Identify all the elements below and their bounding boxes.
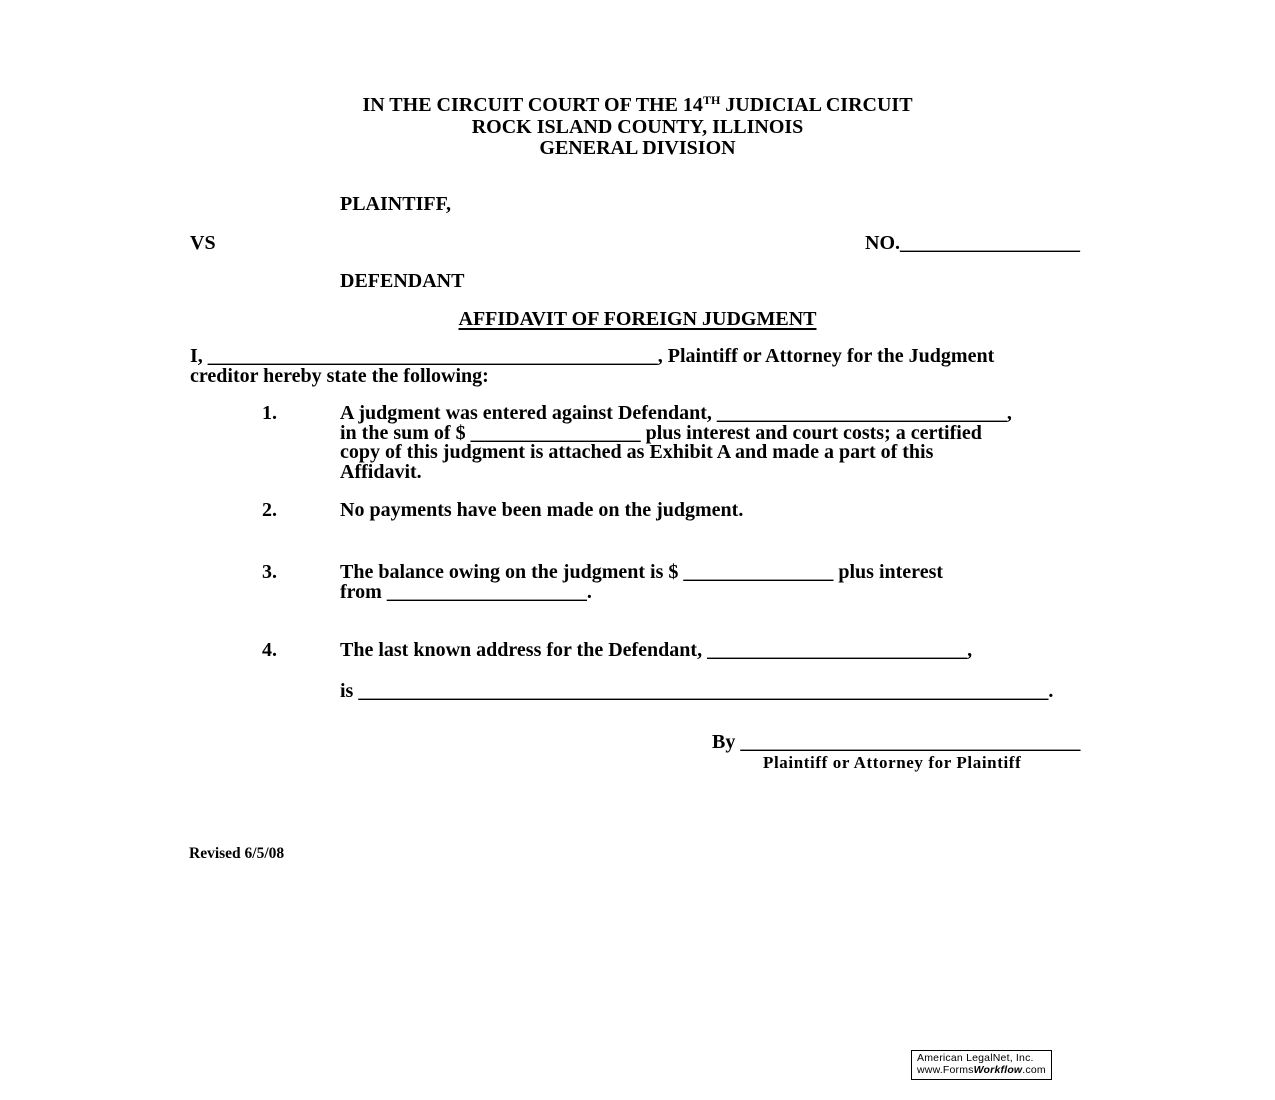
item-line: in the sum of $ _________________ plus interest and court costs; a certified [340, 421, 982, 444]
defendant-label: DEFENDANT [340, 270, 465, 292]
item-line: Affidavit. [340, 460, 422, 483]
affidavit-item-4 [190, 641, 1090, 701]
intro-line-1: I, _____________________________________________, Plaintiff or Attorney for the Judgment [190, 345, 995, 367]
by-label: By [712, 731, 741, 753]
revision-date: Revised 6/5/08 [189, 845, 285, 862]
affidavit-item-3 [190, 563, 1090, 602]
division-line: GENERAL DIVISION [539, 137, 736, 159]
document-title-row [190, 308, 1085, 331]
item-line: No payments have been made on the judgment. [340, 499, 744, 521]
signature-by-row [712, 731, 1080, 754]
court-name-line [190, 95, 1085, 117]
stamp-url-workflow: Workflow [973, 1063, 1023, 1076]
item-text [340, 641, 1090, 701]
case-number-label: NO. [865, 232, 900, 254]
court-name-pre: IN THE CIRCUIT COURT OF THE 14 [362, 94, 703, 116]
stamp-url-pre: www.Forms [917, 1063, 974, 1076]
item-line: is _____________________________________________________________________. [340, 679, 1054, 702]
case-number-field [865, 232, 1080, 255]
item-line: from ____________________. [340, 580, 592, 603]
plaintiff-label: PLAINTIFF, [340, 193, 451, 215]
stamp-url-line [917, 1065, 1046, 1077]
item-text [340, 563, 1090, 602]
signature-caption: Plaintiff or Attorney for Plaintiff [763, 753, 1022, 772]
intro-line-2: creditor hereby state the following: [190, 364, 489, 387]
case-number-blank: __________________ [900, 232, 1080, 254]
item-number: 1. [262, 402, 277, 424]
item-line: The balance owing on the judgment is $ _______________ plus interest [340, 561, 944, 583]
ordinal-superscript: TH [702, 93, 721, 107]
item-text [340, 404, 1090, 482]
affidavit-item-1 [190, 404, 1090, 482]
affidavit-item-2 [190, 501, 1090, 521]
item-number: 4. [262, 639, 277, 661]
item-number: 2. [262, 499, 277, 521]
court-header [190, 95, 1085, 160]
document-title: AFFIDAVIT OF FOREIGN JUDGMENT [458, 308, 817, 330]
intro-paragraph [190, 347, 994, 386]
county-line: ROCK ISLAND COUNTY, ILLINOIS [471, 115, 804, 138]
item-line: The last known address for the Defendant, __________________________, [340, 639, 973, 661]
versus-label: VS [190, 232, 216, 254]
legalnet-stamp [911, 1050, 1052, 1080]
stamp-url-post: .com [1022, 1063, 1046, 1076]
item-text [340, 501, 1090, 521]
stamp-company-line: American LegalNet, Inc. [917, 1052, 1034, 1064]
signature-blank: __________________________________ [740, 731, 1081, 753]
item-number: 3. [262, 561, 277, 583]
item-line: A judgment was entered against Defendant, _____________________________, [340, 402, 1012, 424]
item-line: copy of this judgment is attached as Exhibit A and made a part of this [340, 441, 934, 463]
court-name-post: JUDICIAL CIRCUIT [720, 94, 913, 116]
